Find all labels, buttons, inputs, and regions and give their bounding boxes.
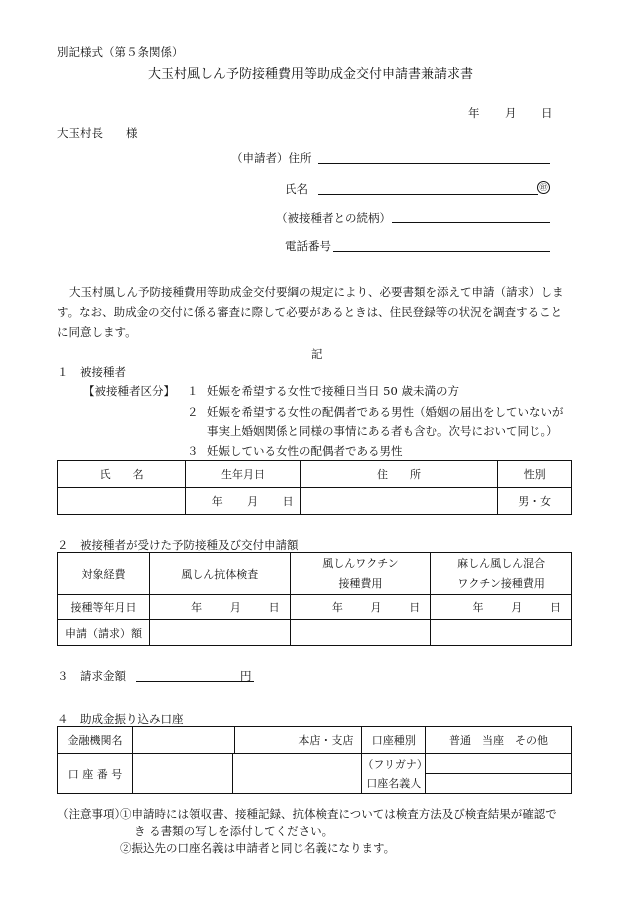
category-label: 【被接種者区分】 [83, 384, 175, 398]
note-1: ①申請時には領収書、接種記録、抗体検査については検査方法及び検査結果が確認で [120, 807, 557, 821]
body-text: 大玉村風しん予防接種費用等助成金交付要綱の規定により、必要書類を添えて申請（請求）します。なお、助成金の交付に係る審査に際して必要があるときは、住民登録等の状況を調査することに同意します。 [57, 285, 564, 339]
bank-account-table [57, 726, 572, 794]
note-1-cont: き る書類の写しを添付してください。 [134, 824, 334, 838]
header-name: 氏 名 [58, 461, 186, 488]
note-2: ②振込先の口座名義は申請者と同じ名義になります。 [120, 841, 396, 855]
section4-heading: ４ 助成金振り込み口座 [57, 712, 184, 726]
relation-field[interactable] [392, 222, 550, 223]
phone-field[interactable] [333, 251, 550, 252]
account-number-label: 口 座 番 号 [58, 754, 133, 794]
account-type-options[interactable]: 普通 当座 その他 [426, 727, 572, 754]
category-item-text: 事実上婚姻関係と同様の事情にある者も含む。次号において同じ。） [207, 424, 558, 438]
dob-year: 年 [211, 495, 223, 508]
amount-cell-mr[interactable] [431, 620, 572, 646]
section1-heading: １ 被接種者 [57, 365, 126, 379]
address-cell[interactable] [300, 488, 498, 515]
category-item-text: 妊娠している女性の配偶者である男性 [207, 444, 403, 458]
holder-label: （フリガナ） 口座名義人 [362, 754, 426, 794]
address-field[interactable] [318, 163, 550, 164]
dob-cell[interactable] [186, 488, 300, 515]
date-month: 月 [505, 106, 517, 120]
date-year: 年 [468, 106, 480, 120]
category-item-text: 妊娠を希望する女性で接種日当日 50 歳未満の方 [207, 384, 459, 398]
date-cell-rubella[interactable]: 年 月 日 [290, 595, 431, 620]
account-type-label: 口座種別 [362, 727, 426, 754]
date-cell-mr[interactable]: 年 月 日 [431, 595, 572, 620]
date-day: 日 [541, 106, 553, 120]
phone-label: 電話番号 [285, 239, 331, 253]
category-item-no: ３ [187, 444, 199, 458]
holder-name-field[interactable] [426, 774, 572, 794]
seal-icon: ㊞ [537, 181, 550, 194]
category-item-no: １ [187, 384, 199, 398]
branch-label[interactable]: 本店・支店 [234, 727, 362, 754]
bank-name-label: 金融機関名 [58, 727, 133, 754]
header-mr-vaccine: 麻しん風しん混合 ワクチン接種費用 [431, 553, 572, 595]
page-title: 大玉村風しん予防接種費用等助成金交付申請書兼請求書 [148, 67, 474, 82]
section3-heading: ３ 請求金額 [57, 669, 126, 683]
header-dob: 生年月日 [186, 461, 300, 488]
account-number-field[interactable] [132, 754, 361, 794]
date-cell-antibody[interactable]: 年 月 日 [149, 595, 290, 620]
section2-heading: ２ 被接種者が受けた予防接種及び交付申請額 [57, 538, 299, 552]
applicant-name-label: 氏名 [285, 182, 308, 196]
name-cell[interactable] [58, 488, 186, 515]
bank-name-field[interactable] [132, 727, 234, 754]
recipient-table [57, 460, 572, 515]
applicant-address-label: （申請者）住所 [231, 151, 312, 165]
vaccination-table [57, 552, 572, 646]
header-antibody-test: 風しん抗体検査 [149, 553, 290, 595]
claim-amount-field[interactable] [136, 681, 254, 682]
category-item-no: ２ [187, 405, 199, 419]
notes-label: （注意事項） [57, 807, 126, 821]
dob-month: 月 [247, 495, 259, 508]
header-sex: 性別 [498, 461, 572, 488]
sex-cell[interactable]: 男・女 [498, 488, 572, 515]
header-rubella-vaccine: 風しんワクチン 接種費用 [290, 553, 431, 595]
ki-mark: 記 [311, 347, 323, 361]
amount-cell-antibody[interactable] [149, 620, 290, 646]
dob-day: 日 [282, 495, 294, 508]
header-address: 住 所 [300, 461, 498, 488]
claim-amount-unit: 円 [240, 669, 252, 683]
relation-label: （被接種者との続柄） [276, 211, 391, 225]
account-divider [232, 754, 233, 793]
row-label-amount: 申請（請求）額 [58, 620, 150, 646]
amount-cell-rubella[interactable] [290, 620, 431, 646]
header-target-expense: 対象経費 [58, 553, 150, 595]
furigana-field[interactable] [426, 754, 572, 774]
name-field[interactable] [318, 194, 538, 195]
addressee: 大玉村長 様 [57, 126, 138, 140]
row-label-date: 接種等年月日 [58, 595, 150, 620]
category-item-text: 妊娠を希望する女性の配偶者である男性（婚姻の届出をしていないが [207, 405, 564, 419]
form-number: 別記様式（第５条関係） [57, 45, 184, 59]
